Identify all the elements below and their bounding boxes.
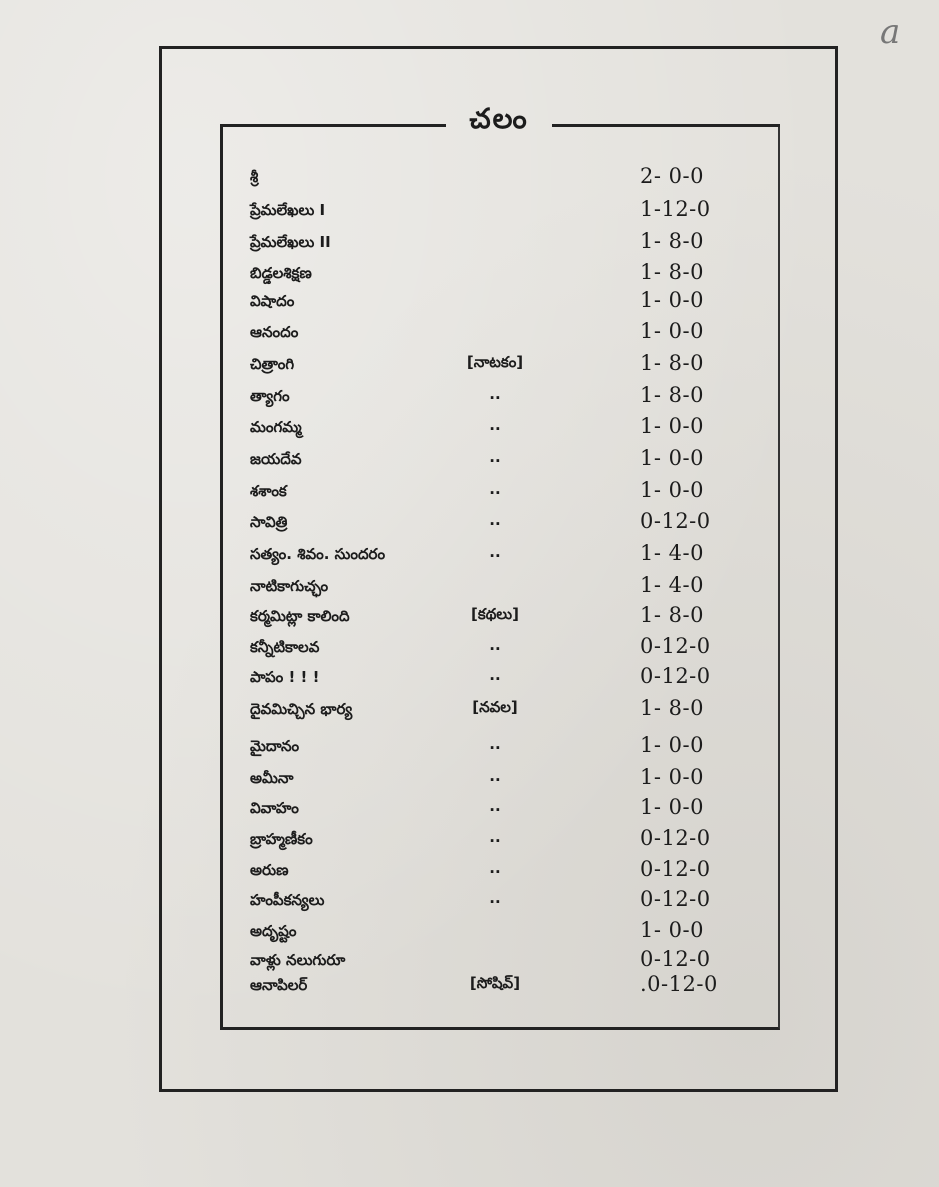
book-genre: ..	[489, 767, 501, 785]
book-row	[0, 351, 939, 381]
book-row	[0, 164, 939, 194]
book-price: 1- 4-0	[640, 573, 704, 597]
book-title: దైవమిచ్చిన భార్య	[250, 700, 353, 718]
book-title: వివాహం	[250, 799, 299, 817]
book-row	[0, 446, 939, 476]
book-title: త్యాగం	[250, 387, 290, 405]
book-price: 2- 0-0	[640, 164, 704, 188]
book-genre: [సోషివ్]	[469, 974, 521, 992]
book-genre: ..	[489, 735, 501, 753]
book-title: శ్రీ	[250, 168, 259, 186]
book-row	[0, 887, 939, 917]
book-price: 1- 0-0	[640, 918, 704, 942]
book-title: పాపం ! ! !	[250, 668, 320, 686]
book-price: 1- 0-0	[640, 765, 704, 789]
book-row	[0, 972, 939, 1002]
book-title: శశాంక	[250, 482, 287, 500]
book-row	[0, 288, 939, 318]
book-price: 1- 0-0	[640, 733, 704, 757]
book-title: సత్యం. శివం. సుందరం	[250, 545, 386, 563]
book-row	[0, 414, 939, 444]
book-price: 0-12-0	[640, 664, 711, 688]
book-title: అమీనా	[250, 769, 294, 787]
book-row	[0, 509, 939, 539]
book-price: 0-12-0	[640, 947, 711, 971]
book-price: .0-12-0	[640, 972, 718, 996]
book-genre: ..	[489, 666, 501, 684]
book-row	[0, 541, 939, 571]
book-genre: ..	[489, 797, 501, 815]
book-title: విషాదం	[250, 292, 295, 310]
book-price: 1- 0-0	[640, 795, 704, 819]
book-title: ప్రేమలేఖలు I	[250, 201, 326, 219]
book-genre: ..	[489, 889, 501, 907]
book-row	[0, 857, 939, 887]
book-title: నాటికాగుచ్ఛం	[250, 577, 329, 595]
book-row	[0, 383, 939, 413]
book-title: కర్మమిట్లా కాలింది	[250, 607, 350, 625]
book-row	[0, 664, 939, 694]
book-row	[0, 260, 939, 290]
book-title: వాళ్లు నలుగురూ	[250, 951, 346, 969]
book-title: జయదేవ	[250, 450, 302, 468]
book-title: ఆనందం	[250, 323, 299, 341]
book-genre: ..	[489, 416, 501, 434]
book-price: 1- 8-0	[640, 260, 704, 284]
book-row	[0, 765, 939, 795]
book-genre: ..	[489, 828, 501, 846]
page-title: చలం	[469, 102, 529, 135]
book-price: 1- 8-0	[640, 383, 704, 407]
book-genre: [నవల]	[472, 698, 518, 716]
book-title: బిడ్డలశిక్షణ	[250, 264, 312, 282]
book-title: మంగమ్మ	[250, 418, 302, 436]
book-genre: ..	[489, 448, 501, 466]
book-title: హంపీకన్యలు	[250, 891, 325, 909]
book-row	[0, 197, 939, 227]
book-price: 1- 0-0	[640, 478, 704, 502]
book-title: అరుణ	[250, 861, 289, 879]
book-title: ప్రేమలేఖలు II	[250, 233, 331, 251]
book-genre: [కథలు]	[471, 605, 519, 623]
book-genre: ..	[489, 859, 501, 877]
book-price: 0-12-0	[640, 857, 711, 881]
book-price: 0-12-0	[640, 887, 711, 911]
book-row	[0, 573, 939, 603]
book-title: కన్నీటికాలవ	[250, 638, 320, 656]
book-genre: ..	[489, 543, 501, 561]
book-title: ఆనాపిలర్	[250, 976, 308, 994]
book-price: 1- 8-0	[640, 696, 704, 720]
book-price: 1- 8-0	[640, 351, 704, 375]
book-row	[0, 826, 939, 856]
book-title: అదృష్టం	[250, 922, 297, 940]
book-row	[0, 603, 939, 633]
book-price: 1- 0-0	[640, 414, 704, 438]
book-row	[0, 229, 939, 259]
book-row	[0, 795, 939, 825]
book-price: 1- 0-0	[640, 446, 704, 470]
book-price: 1- 8-0	[640, 229, 704, 253]
book-row	[0, 918, 939, 948]
corner-pencil-mark: a	[880, 12, 901, 52]
book-title: సావిత్రి	[250, 513, 288, 531]
book-title: మైదానం	[250, 737, 300, 755]
book-genre: ..	[489, 480, 501, 498]
book-title: బ్రాహ్మణీకం	[250, 830, 313, 848]
book-price: 1- 0-0	[640, 288, 704, 312]
book-row	[0, 696, 939, 726]
book-price: 1-12-0	[640, 197, 711, 221]
book-title: చిత్రాంగి	[250, 355, 295, 373]
book-row	[0, 634, 939, 664]
book-row	[0, 478, 939, 508]
book-row	[0, 319, 939, 349]
book-price: 1- 4-0	[640, 541, 704, 565]
book-price: 0-12-0	[640, 826, 711, 850]
book-price: 1- 0-0	[640, 319, 704, 343]
book-genre: [నాటకం]	[466, 353, 524, 371]
book-price: 1- 8-0	[640, 603, 704, 627]
book-genre: ..	[489, 636, 501, 654]
book-genre: ..	[489, 385, 501, 403]
book-genre: ..	[489, 511, 501, 529]
book-row	[0, 733, 939, 763]
book-price: 0-12-0	[640, 634, 711, 658]
book-price: 0-12-0	[640, 509, 711, 533]
